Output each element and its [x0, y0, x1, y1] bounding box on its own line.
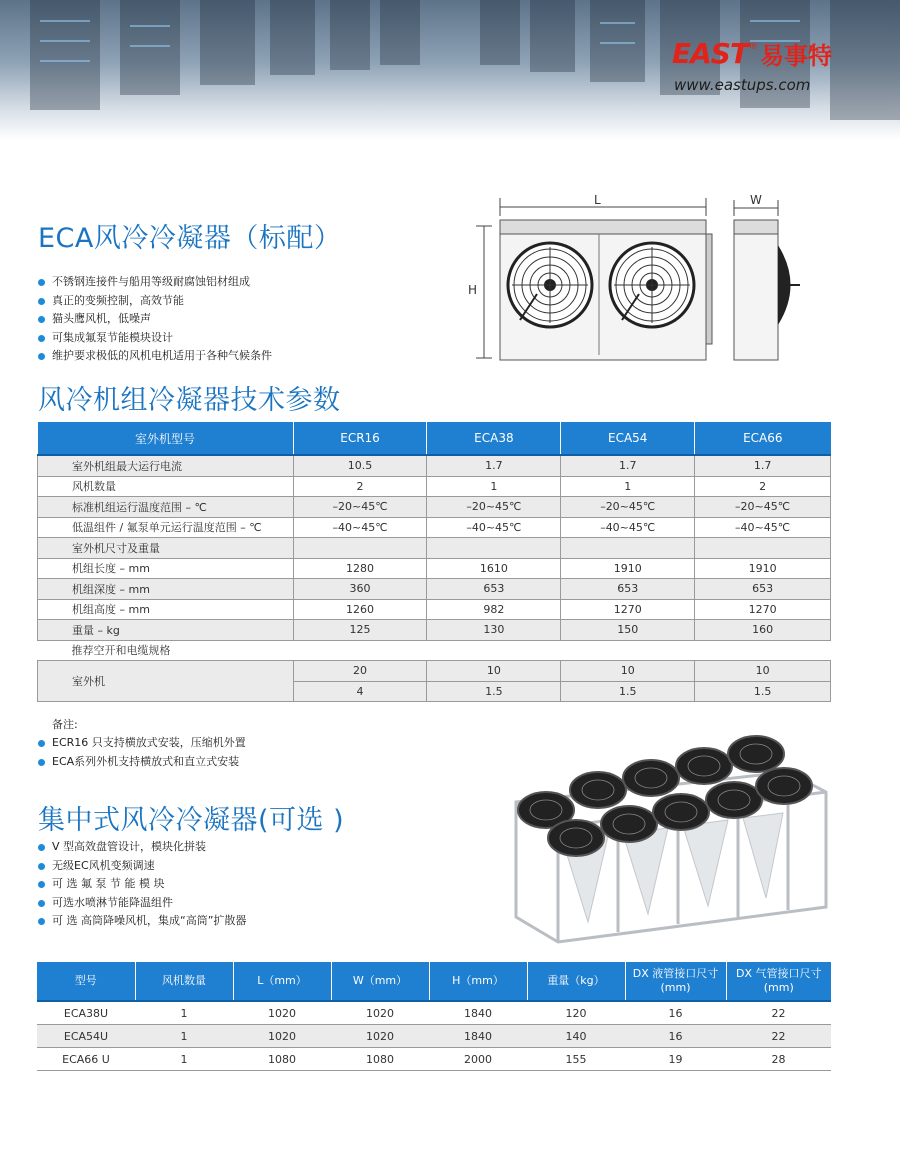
dimension-label-L: L — [594, 193, 601, 207]
table-cell: 130 — [427, 620, 561, 641]
list-item: 不锈钢连接件与船用等级耐腐蚀铝材组成 — [38, 273, 272, 292]
table-cell: 653 — [561, 579, 695, 600]
column-header: ECA66 — [695, 422, 831, 455]
table-cell: 1.5 — [561, 681, 695, 702]
table-header-row — [38, 422, 831, 455]
bullet-dot-icon — [38, 298, 45, 305]
table-cell: –40~45℃ — [293, 517, 427, 538]
table-cell: 重量 – kg — [38, 620, 294, 641]
table-cell: 20 — [293, 661, 427, 682]
section-title-spec: 风冷机组冷凝器技术参数 — [38, 385, 341, 416]
bullet-dot-icon — [38, 316, 45, 323]
table-row — [38, 661, 831, 682]
list-item: 可选水喷淋节能降温组件 — [38, 894, 246, 913]
table-cell: 10 — [561, 661, 695, 682]
list-item: V 型高效盘管设计，模块化拼装 — [38, 838, 246, 857]
table-cell: –40~45℃ — [427, 517, 561, 538]
table-cell: 1020 — [233, 1001, 331, 1025]
table-cell: 653 — [427, 579, 561, 600]
table-cell: 1910 — [561, 558, 695, 579]
dimension-label-H: H — [468, 283, 478, 297]
table-cell: –20~45℃ — [293, 497, 427, 518]
table-cell: 155 — [527, 1048, 625, 1071]
table-cell: 1270 — [695, 599, 831, 620]
table-cell: 1080 — [233, 1048, 331, 1071]
table-cell: 4 — [293, 681, 427, 702]
table-row — [37, 1048, 831, 1071]
table-cell: 1.7 — [695, 455, 831, 476]
eca-feature-list — [38, 273, 272, 366]
table-cell — [427, 538, 561, 559]
table-cell: 1020 — [331, 1025, 429, 1048]
logo-text-en: EAST — [672, 36, 749, 70]
list-item: 无级EC风机变频调速 — [38, 857, 246, 876]
table-cell: 1270 — [561, 599, 695, 620]
table-cell: 2 — [293, 476, 427, 497]
table-cell: –20~45℃ — [427, 497, 561, 518]
column-header: ECR16 — [293, 422, 427, 455]
table-cell: 低温组件 / 氟泵单元运行温度范围 – ℃ — [38, 517, 294, 538]
table-cell: 1.7 — [427, 455, 561, 476]
table-row — [38, 497, 831, 518]
table-row — [38, 558, 831, 579]
section-title-eca: ECA风冷冷凝器（标配） — [38, 223, 342, 254]
logo-registered-mark: ® — [749, 42, 759, 52]
spec-table — [37, 422, 831, 702]
table-cell: 1.5 — [427, 681, 561, 702]
table-row — [38, 517, 831, 538]
table-cell: –40~45℃ — [695, 517, 831, 538]
table-cell: 室外机 — [38, 661, 294, 702]
notes-title: 备注: — [52, 718, 78, 731]
table-cell: 10 — [695, 661, 831, 682]
list-item: ECR16 只支持横放式安装，压缩机外置 — [38, 734, 246, 753]
table-cell: 140 — [527, 1025, 625, 1048]
table-cell: 22 — [726, 1001, 831, 1025]
table-cell: 1280 — [293, 558, 427, 579]
column-header: ECA38 — [427, 422, 561, 455]
table-cell: 1.7 — [561, 455, 695, 476]
column-header: 重量（kg） — [527, 962, 625, 1001]
column-header: 风机数量 — [135, 962, 233, 1001]
bullet-dot-icon — [38, 844, 45, 851]
table-cell: 19 — [625, 1048, 726, 1071]
table-cell: 120 — [527, 1001, 625, 1025]
table-row — [38, 640, 831, 661]
list-item: 可集成氟泵节能模块设计 — [38, 329, 272, 348]
bullet-dot-icon — [38, 353, 45, 360]
table-cell: ECA38U — [37, 1001, 135, 1025]
table-cell: 1.5 — [695, 681, 831, 702]
table-cell: 1610 — [427, 558, 561, 579]
table-subheading: 推荐空开和电缆规格 — [38, 640, 831, 661]
table-cell: 1260 — [293, 599, 427, 620]
table-cell: 16 — [625, 1025, 726, 1048]
column-header: 室外机型号 — [38, 422, 294, 455]
table-cell: 982 — [427, 599, 561, 620]
table-row — [37, 1025, 831, 1048]
bullet-dot-icon — [38, 900, 45, 907]
table-row — [38, 599, 831, 620]
table-cell: 2 — [695, 476, 831, 497]
table-cell: 125 — [293, 620, 427, 641]
table-cell: 1910 — [695, 558, 831, 579]
table-row — [38, 455, 831, 476]
brand-logo — [672, 36, 832, 70]
notes-list — [38, 734, 246, 771]
table-cell: 22 — [726, 1025, 831, 1048]
table-cell: –20~45℃ — [561, 497, 695, 518]
model-table — [37, 962, 831, 1071]
condenser-dimension-diagram — [462, 190, 818, 370]
fan-icon — [508, 243, 592, 327]
table-cell: 360 — [293, 579, 427, 600]
table-cell: 1 — [135, 1048, 233, 1071]
bullet-dot-icon — [38, 759, 45, 766]
column-header: DX 液管接口尺寸 (mm) — [625, 962, 726, 1001]
table-cell: 室外机尺寸及重量 — [38, 538, 294, 559]
table-cell: 28 — [726, 1048, 831, 1071]
column-header: ECA54 — [561, 422, 695, 455]
table-row — [38, 620, 831, 641]
table-row — [37, 1001, 831, 1025]
table-cell: 160 — [695, 620, 831, 641]
table-cell: 风机数量 — [38, 476, 294, 497]
table-cell: –20~45℃ — [695, 497, 831, 518]
table-cell: 1 — [135, 1025, 233, 1048]
list-item: ECA系列外机支持横放式和直立式安装 — [38, 753, 246, 772]
table-cell: 1 — [561, 476, 695, 497]
table-cell: –40~45℃ — [561, 517, 695, 538]
column-header: H（mm） — [429, 962, 527, 1001]
dimension-label-W: W — [750, 193, 762, 207]
table-cell — [293, 538, 427, 559]
table-cell: 1080 — [331, 1048, 429, 1071]
column-header: DX 气管接口尺寸 (mm) — [726, 962, 831, 1001]
table-cell: 1 — [427, 476, 561, 497]
table-cell: 150 — [561, 620, 695, 641]
fan-icon — [610, 243, 694, 327]
bullet-dot-icon — [38, 740, 45, 747]
table-cell — [561, 538, 695, 559]
table-cell: 1020 — [331, 1001, 429, 1025]
table-cell: 1020 — [233, 1025, 331, 1048]
list-item: 真正的变频控制，高效节能 — [38, 292, 272, 311]
table-cell: 10.5 — [293, 455, 427, 476]
table-cell: 16 — [625, 1001, 726, 1025]
table-cell: 1840 — [429, 1025, 527, 1048]
table-cell — [695, 538, 831, 559]
bullet-dot-icon — [38, 279, 45, 286]
list-item: 可 选 氟 泵 节 能 模 块 — [38, 875, 246, 894]
column-header: W（mm） — [331, 962, 429, 1001]
table-cell: 机组高度 – mm — [38, 599, 294, 620]
table-cell: 室外机组最大运行电流 — [38, 455, 294, 476]
list-item: 猫头鹰风机，低噪声 — [38, 310, 272, 329]
table-cell: 10 — [427, 661, 561, 682]
website-url[interactable]: www.eastups.com — [674, 76, 811, 94]
logo-text-cn: 易事特 — [760, 40, 833, 70]
table-cell: 机组长度 – mm — [38, 558, 294, 579]
table-cell: 机组深度 – mm — [38, 579, 294, 600]
central-feature-list — [38, 838, 246, 931]
bullet-dot-icon — [38, 335, 45, 342]
table-header-row — [37, 962, 831, 1001]
table-cell: 1 — [135, 1001, 233, 1025]
table-cell: 653 — [695, 579, 831, 600]
column-header: 型号 — [37, 962, 135, 1001]
table-cell: 标准机组运行温度范围 – ℃ — [38, 497, 294, 518]
table-cell: 1840 — [429, 1001, 527, 1025]
central-condenser-image — [508, 732, 830, 946]
table-cell: ECA66 U — [37, 1048, 135, 1071]
header-banner — [0, 0, 900, 140]
bullet-dot-icon — [38, 863, 45, 870]
bullet-dot-icon — [38, 918, 45, 925]
list-item: 维护要求极低的风机电机适用于各种气候条件 — [38, 347, 272, 366]
table-cell: ECA54U — [37, 1025, 135, 1048]
table-cell: 2000 — [429, 1048, 527, 1071]
list-item: 可 选 高筒降噪风机，集成“高筒”扩散器 — [38, 912, 246, 931]
table-row — [38, 538, 831, 559]
table-row — [38, 579, 831, 600]
column-header: L（mm） — [233, 962, 331, 1001]
bullet-dot-icon — [38, 881, 45, 888]
section-title-central: 集中式风冷冷凝器(可选 ) — [38, 805, 345, 836]
table-row — [38, 476, 831, 497]
